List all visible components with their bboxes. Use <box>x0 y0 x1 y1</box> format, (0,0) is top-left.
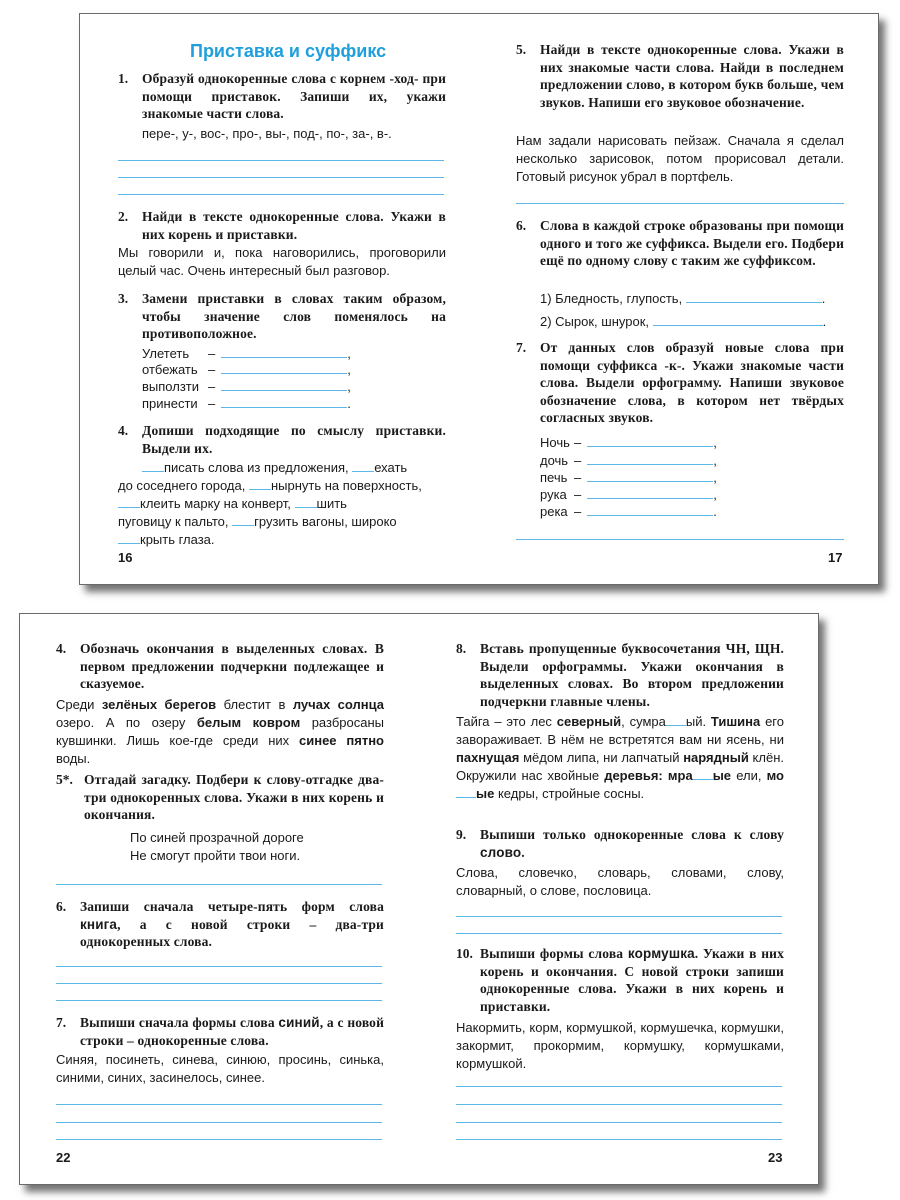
answer-blank[interactable] <box>221 361 347 374</box>
task-instruction: Замени приставки в словах таким образом, чтобы значение слов поменялось на противоположное. <box>142 291 446 341</box>
text: блестит в <box>216 697 293 712</box>
task-7 <box>56 1014 384 1049</box>
answer-blank[interactable] <box>118 531 140 544</box>
word-row <box>540 434 717 451</box>
text: ели, <box>731 768 767 783</box>
dash: – <box>574 470 582 485</box>
answer-blank[interactable] <box>693 767 713 780</box>
word-row <box>540 469 717 486</box>
comma: , <box>713 470 717 485</box>
answer-line[interactable] <box>56 1000 382 1001</box>
answer-blank[interactable] <box>653 313 823 326</box>
page-number: 16 <box>118 550 133 565</box>
task-instruction <box>480 945 784 1015</box>
text: Запиши сначала четыре-пять форм слова <box>80 899 384 914</box>
task-instruction <box>480 826 784 861</box>
riddle-line: Не смогут пройти твои ноги. <box>130 848 301 863</box>
word-row <box>142 378 351 395</box>
answer-blank[interactable] <box>221 395 347 408</box>
answer-line[interactable] <box>456 1086 782 1087</box>
answer-line[interactable] <box>118 194 444 195</box>
text: 1) Бледность, глупость, <box>540 291 686 306</box>
answer-line[interactable] <box>56 983 382 984</box>
answer-blank[interactable] <box>221 378 347 391</box>
task-instruction <box>80 1014 384 1049</box>
highlighted-word: пахнущая <box>456 750 520 765</box>
answer-line[interactable] <box>56 966 382 967</box>
answer-line[interactable] <box>456 1104 782 1105</box>
text: ый. <box>685 714 711 729</box>
answer-blank[interactable] <box>352 459 374 472</box>
task-7 <box>516 339 844 427</box>
task-8-passage <box>456 713 784 803</box>
highlighted-word: нарядный <box>683 750 749 765</box>
answer-line[interactable] <box>516 203 844 204</box>
answer-blank[interactable] <box>232 513 254 526</box>
text: , а с новой строки – однокоренные слова. <box>80 1015 385 1048</box>
task-6 <box>56 898 384 951</box>
highlighted-word: мо <box>766 768 784 783</box>
text: воды. <box>56 751 91 766</box>
text: . Укажи в них корень и окончания. С новой строки запиши однокоренные слова. Укажи в них корень и приставки. <box>480 946 784 1014</box>
answer-blank[interactable] <box>295 495 317 508</box>
text: Тайга – это лес <box>456 714 557 729</box>
task-number: 3. <box>118 291 129 306</box>
page-16 <box>80 14 480 586</box>
word: печь <box>540 470 568 485</box>
highlighted-word: кормушка <box>627 946 695 961</box>
text: крыть глаза. <box>140 532 215 547</box>
comma: , <box>347 362 351 377</box>
text: кедры, стройные сосны. <box>494 786 645 801</box>
comma: , <box>713 435 717 450</box>
task-2 <box>118 208 446 243</box>
answer-line[interactable] <box>56 1139 382 1140</box>
text: , сумра <box>621 714 666 729</box>
task-number: 4. <box>56 641 67 656</box>
task-1 <box>118 70 446 123</box>
task-5-riddle <box>56 771 384 824</box>
highlighted-word: книга <box>80 916 118 932</box>
answer-blank[interactable] <box>587 434 713 447</box>
answer-line[interactable] <box>456 1122 782 1123</box>
task-8 <box>456 640 784 710</box>
page-number: 23 <box>768 1150 783 1165</box>
word-row <box>540 452 717 469</box>
task-instruction: Слова в каждой строке образованы при помощи одного и того же суффикса. Выдели его. Подбери ещё по одному слову с таким же суффиксом. <box>540 218 844 268</box>
task-number: 7. <box>516 340 527 355</box>
text: писать слова из предложения, <box>164 460 353 475</box>
task-4-exercise <box>118 459 446 549</box>
prefix-list: пере-, у-, вос-, про-, вы-, под-, по-, за-, в-. <box>142 126 392 141</box>
task-9-words: Слова, словечко, словарь, словами, слову, словарный, о слове, пословица. <box>456 865 784 898</box>
page-number: 17 <box>828 550 843 565</box>
task-6 <box>516 217 844 270</box>
text: Выпиши только однокоренные слова к слову <box>480 827 784 842</box>
dash: – <box>574 487 582 502</box>
word-row <box>540 313 826 330</box>
word: отбежать <box>142 362 198 377</box>
page-22 <box>20 614 420 1186</box>
text: , а с новой строки – два-три однокоренных слова. <box>80 916 384 949</box>
answer-blank[interactable] <box>666 713 686 726</box>
task-instruction: Обозначь окончания в выделенных словах. В первом предложении подчеркни подлежащее и сказуемое. <box>80 641 384 691</box>
task-number: 6. <box>516 218 527 233</box>
text: клеить марку на конверт, <box>140 496 295 511</box>
task-number: 6. <box>56 899 67 914</box>
task-7-words: Синяя, посинеть, синева, синюю, просинь, синька, синими, синих, засинелось, синее. <box>56 1052 384 1085</box>
answer-line[interactable] <box>56 1104 382 1105</box>
text: нырнуть на поверхность, <box>270 478 422 493</box>
dash: – <box>208 396 216 411</box>
task-number: 10. <box>456 946 473 961</box>
task-instruction <box>80 898 384 951</box>
task-number: 4. <box>118 423 129 438</box>
highlighted-word: ые <box>712 768 732 783</box>
answer-line[interactable] <box>56 1122 382 1123</box>
highlighted-word: северный <box>556 714 622 729</box>
text: пуговицу к пальто, <box>118 514 233 529</box>
word: принести <box>142 396 198 411</box>
word-row <box>540 486 717 503</box>
task-instruction: Образуй однокоренные слова с корнем -ход- при помощи приставок. Запиши их, укажи знакомые части слова. <box>142 71 446 121</box>
word-row <box>142 361 351 378</box>
text: 2) Сырок, шнурок, <box>540 314 653 329</box>
task-number: 8. <box>456 641 467 656</box>
task-instruction: Найди в тексте однокоренные слова. Укажи в них знакомые части слова. Найди в последнем предложении слово, в котором букв больше, чем звуков. Напиши его звуковое обозначение. <box>540 42 844 110</box>
comma: , <box>713 487 717 502</box>
answer-blank[interactable] <box>142 459 164 472</box>
page-23 <box>420 614 820 1186</box>
task-9 <box>456 826 784 861</box>
highlighted-word: деревья: мра <box>604 768 693 783</box>
dash: – <box>208 346 216 361</box>
word-row <box>142 345 351 362</box>
task-instruction: Вставь пропущенные буквосочетания ЧН, ЩН. Выдели орфограммы. Укажи окончания в выделенных словах. Во втором предложении подчеркни главные члены. <box>480 641 784 709</box>
text: клён. Окружили нас хвойные <box>456 750 784 783</box>
task-number: 5*. <box>56 772 73 787</box>
text: ехать <box>374 460 408 475</box>
task-4-passage <box>56 696 384 768</box>
comma: , <box>347 346 351 361</box>
page-title: Приставка и суффикс <box>190 41 387 61</box>
answer-line[interactable] <box>118 177 444 178</box>
dash: – <box>208 379 216 394</box>
word: рука <box>540 487 567 502</box>
dash: – <box>574 453 582 468</box>
text: грузить вагоны, широко <box>254 514 397 529</box>
dash: – <box>574 504 582 519</box>
text: Выпиши формы слова <box>480 946 628 961</box>
task-2-passage: Мы говорили и, пока наговорились, проговорили целый час. Очень интересный был разговор. <box>118 245 446 278</box>
word: Ночь <box>540 435 570 450</box>
period: . <box>347 396 351 411</box>
task-number: 1. <box>118 71 129 86</box>
answer-blank[interactable] <box>221 345 347 358</box>
word-row <box>540 503 717 520</box>
riddle-line: По синей прозрачной дороге <box>130 830 304 845</box>
task-5-passage: Нам задали нарисовать пейзаж. Сначала я сделал несколько зарисовок, потом прорисовал детали. Готовый рисунок убрал в портфель. <box>516 133 844 184</box>
word-row <box>540 290 825 307</box>
task-10-words: Накормить, корм, кормушкой, кормушечка, кормушки, закормит, прокормим, кормушку, кормушками, кормушкой. <box>456 1020 784 1071</box>
highlighted-word: Тишина <box>710 714 761 729</box>
spread-pages-22-23 <box>19 613 819 1185</box>
answer-blank[interactable] <box>686 290 822 303</box>
dash: – <box>208 362 216 377</box>
answer-blank[interactable] <box>456 785 476 798</box>
highlighted-word: слово <box>480 844 522 860</box>
task-5 <box>516 41 844 111</box>
highlighted-word: белым ковром <box>196 715 301 730</box>
word: река <box>540 504 568 519</box>
task-3 <box>118 290 446 343</box>
text: разбросаны кувшинки. Лишь кое-где среди них <box>56 715 384 748</box>
text: Среди <box>56 697 102 712</box>
task-number: 9. <box>456 827 467 842</box>
highlighted-word: зелёных берегов <box>101 697 217 712</box>
answer-line[interactable] <box>456 933 782 934</box>
highlighted-word: синее пятно <box>299 733 384 748</box>
word-row <box>142 395 351 412</box>
highlighted-word: солнца <box>337 697 384 712</box>
text: Выпиши сначала формы слова <box>80 1015 279 1030</box>
comma: , <box>713 453 717 468</box>
text: . <box>521 844 525 860</box>
period: . <box>821 291 826 306</box>
answer-line[interactable] <box>118 160 444 161</box>
answer-blank[interactable] <box>587 469 713 482</box>
task-4 <box>118 422 446 457</box>
period: . <box>713 504 717 519</box>
comma: , <box>347 379 351 394</box>
text: до соседнего города, <box>118 478 249 493</box>
word: дочь <box>540 453 569 468</box>
answer-blank[interactable] <box>118 495 140 508</box>
word: выползти <box>142 379 199 394</box>
task-instruction: От данных слов образуй новые слова при помощи суффикса -к-. Укажи знакомые части слова. Выдели орфограмму. Напиши звуковое обозначение слова, в котором нет твёрдых согласных звуков. <box>540 340 844 425</box>
answer-line[interactable] <box>516 539 844 540</box>
task-10 <box>456 945 784 1015</box>
text: мёдом липа, ни лапчатый <box>519 750 684 765</box>
text: его завораживает. В нём не встретятся вам ни ясень, ни <box>456 714 784 747</box>
task-number: 5. <box>516 42 527 57</box>
text: шить <box>316 496 347 511</box>
highlighted-word: ые <box>476 786 495 801</box>
text: озеро. А по озеру <box>56 715 197 730</box>
dash: – <box>574 435 582 450</box>
period: . <box>822 314 827 329</box>
word: Улететь <box>142 346 190 361</box>
task-instruction: Допиши подходящие по смыслу приставки. Выдели их. <box>142 423 446 456</box>
spread-pages-16-17 <box>79 13 879 585</box>
task-number: 2. <box>118 209 129 224</box>
task-4 <box>56 640 384 693</box>
answer-line[interactable] <box>456 916 782 917</box>
page-17 <box>480 14 880 586</box>
answer-line[interactable] <box>456 1139 782 1140</box>
highlighted-word: лучах <box>292 697 331 712</box>
page-number: 22 <box>56 1150 71 1165</box>
answer-blank[interactable] <box>249 477 271 490</box>
highlighted-word: синий <box>278 1015 320 1030</box>
answer-line[interactable] <box>56 884 382 885</box>
task-instruction: Найди в тексте однокоренные слова. Укажи в них корень и приставки. <box>142 209 446 242</box>
task-number: 7. <box>56 1015 67 1030</box>
task-instruction: Отгадай загадку. Подбери к слову-отгадке два-три однокоренных слова. Укажи в них корень и окончания. <box>84 772 384 822</box>
answer-blank[interactable] <box>587 452 713 465</box>
answer-blank[interactable] <box>587 486 713 499</box>
answer-blank[interactable] <box>587 503 713 516</box>
